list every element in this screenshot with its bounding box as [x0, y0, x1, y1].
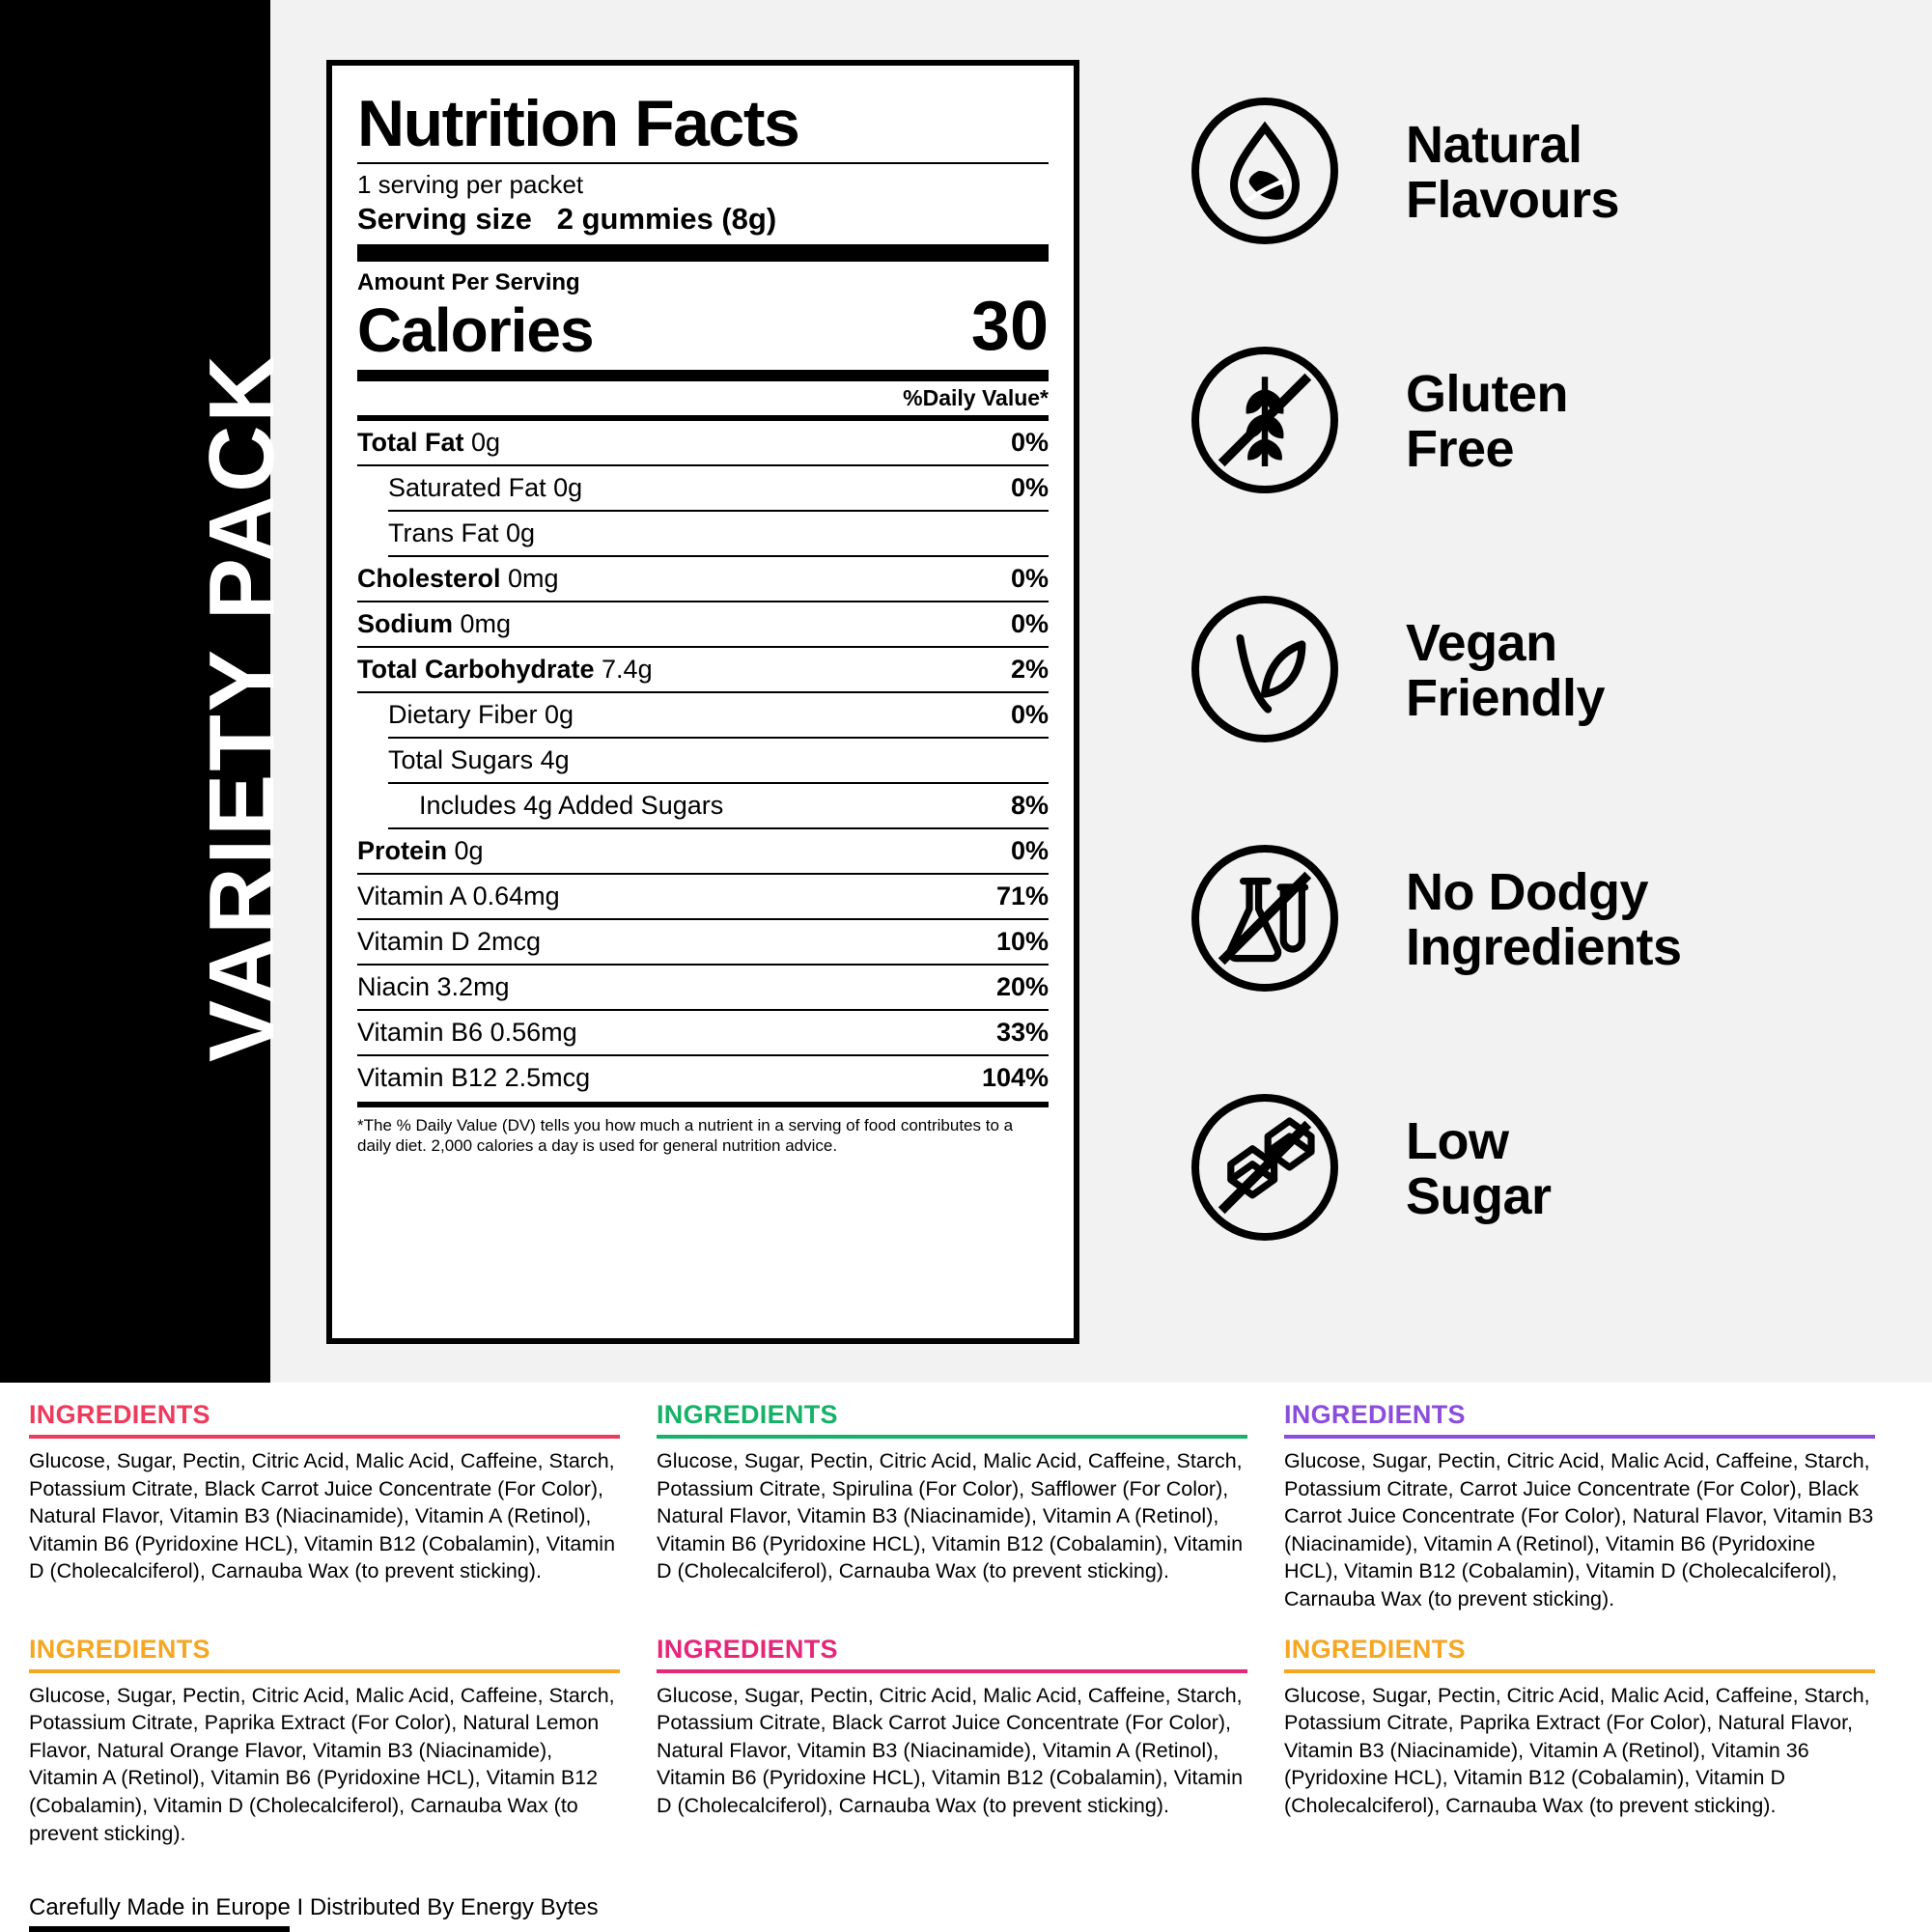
vitamin-row [357, 1056, 1049, 1100]
daily-value-header: %Daily Value* [903, 384, 1049, 410]
nutrition-facts-title: Nutrition Facts [357, 87, 799, 160]
nutrient-label: Protein 0g [357, 835, 484, 865]
vitamin-daily-value: 33% [995, 1017, 1049, 1047]
no-sugar-cubes-icon [1188, 1090, 1371, 1249]
ingredients-block [29, 1635, 657, 1869]
nutrient-row [357, 602, 1049, 646]
ingredients-underline [657, 1435, 1247, 1439]
ingredients-block [1284, 1635, 1912, 1869]
vitamin-label: Vitamin B6 0.56mg [357, 1017, 577, 1047]
ingredients-text: Glucose, Sugar, Pectin, Citric Acid, Malic Acid, Caffeine, Starch, Potassium Citrate, Carrot Juice Concentrate (For Color), Black Carrot Juice Concentrate (For Color), Natural Flavor, Vitamin B3 (Niacinamide), Vitamin A (Retinol), Vitamin B6 (Pyridoxine HCL), Vitamin B12 (Cobalamin), Vitamin D (Cholecalciferol), Carnauba Wax (to prevent sticking). [1284, 1449, 1874, 1610]
ingredients-block [657, 1400, 1284, 1635]
nutrient-row [357, 512, 1049, 555]
nutrient-row [357, 829, 1049, 873]
nutrient-row [357, 784, 1049, 827]
vitamin-label: Vitamin D 2mcg [357, 926, 542, 956]
no-wheat-icon [1188, 343, 1371, 502]
nutrient-row [357, 693, 1049, 737]
ingredients-underline [29, 1435, 620, 1439]
serving-size-row [357, 202, 1049, 237]
nutrient-label: Includes 4g Added Sugars [419, 790, 724, 820]
calories-label: Calories [357, 295, 594, 366]
vitamin-daily-value: 20% [995, 971, 1049, 1001]
ingredients-section [0, 1383, 1932, 1932]
badge-vegan-friendly [1188, 546, 1902, 796]
vitamin-row [357, 875, 1049, 918]
ingredients-heading: INGREDIENTS [1284, 1400, 1466, 1429]
calories-row [357, 288, 1049, 366]
nutrient-daily-value: 0% [1010, 472, 1049, 502]
bottom-rule-divider [29, 1926, 290, 1932]
nutrient-daily-value: 0% [1010, 835, 1049, 865]
feature-badges [1188, 48, 1902, 1294]
nutrient-row [357, 739, 1049, 782]
badge-gluten-free-label: Gluten Free [1406, 364, 1568, 478]
nutrient-label: Sodium 0mg [357, 608, 512, 638]
ingredients-heading: INGREDIENTS [657, 1634, 838, 1664]
ingredients-text: Glucose, Sugar, Pectin, Citric Acid, Malic Acid, Caffeine, Starch, Potassium Citrate, Black Carrot Juice Concentrate (For Color), Natural Flavor, Vitamin B3 (Niacinamide), Vitamin A (Retinol), Vitamin B6 (Pyridoxine HCL), Vitamin B12 (Cobalamin), Vitamin D (Cholecalciferol), Carnauba Wax (to prevent sticking). [29, 1449, 616, 1583]
nutrient-label: Total Fat 0g [357, 427, 501, 457]
nutrient-row [357, 421, 1049, 464]
nutrient-row [357, 648, 1049, 691]
vitamin-row [357, 1011, 1049, 1054]
ingredients-underline [29, 1669, 620, 1673]
droplet-leaf-icon [1188, 94, 1371, 253]
ingredients-block [29, 1400, 657, 1635]
serving-size-value: 2 gummies (8g) [556, 202, 777, 236]
badge-natural-flavours [1188, 48, 1902, 297]
vitamin-rows [357, 875, 1049, 1100]
badge-no-dodgy-ingredients-label: No Dodgy Ingredients [1406, 862, 1682, 976]
vitamin-label: Vitamin B12 2.5mcg [357, 1062, 591, 1092]
sprout-leaf-icon [1188, 592, 1371, 751]
ingredients-text: Glucose, Sugar, Pectin, Citric Acid, Malic Acid, Caffeine, Starch, Potassium Citrate, Paprika Extract (For Color), Natural Lemon Flavor, Natural Orange Flavor, Vitamin B3 (Niacinamide), Vitamin A (Retinol), Vitamin B6 (Pyridoxine HCL), Vitamin B12 (Cobalamin), Vitamin D (Cholecalciferol), Carnauba Wax (to prevent sticking). [29, 1683, 615, 1845]
nutrient-row [357, 557, 1049, 601]
nutrient-rows [357, 421, 1049, 875]
badge-vegan-friendly-label: Vegan Friendly [1406, 613, 1606, 727]
nutrient-label: Total Sugars 4g [388, 744, 570, 774]
serving-size-label: Serving size [357, 202, 532, 236]
badge-gluten-free [1188, 297, 1902, 546]
badge-low-sugar [1188, 1045, 1902, 1294]
badge-low-sugar-label: Low Sugar [1406, 1111, 1552, 1225]
daily-value-footnote: *The % Daily Value (DV) tells you how much a nutrient in a serving of food contributes to a daily diet. 2,000 calories a day is used for general nutrition advice. [357, 1115, 1014, 1156]
nutrient-daily-value: 2% [1010, 654, 1049, 684]
vitamin-daily-value: 71% [995, 881, 1049, 910]
ingredients-text: Glucose, Sugar, Pectin, Citric Acid, Malic Acid, Caffeine, Starch, Potassium Citrate, Spirulina (For Color), Safflower (For Color), Natural Flavor, Vitamin B3 (Niacinamide), Vitamin A (Retinol), Vitamin B6 (Pyridoxine HCL), Vitamin B12 (Cobalamin), Vitamin D (Cholecalciferol), Carnauba Wax (to prevent sticking). [657, 1449, 1244, 1583]
nutrient-row [357, 466, 1049, 510]
nutrient-label: Saturated Fat 0g [388, 472, 583, 502]
amount-per-serving-label: Amount Per Serving [357, 269, 580, 295]
vitamin-row [357, 966, 1049, 1009]
vitamin-label: Vitamin A 0.64mg [357, 881, 560, 910]
nutrient-daily-value: 0% [1010, 699, 1049, 729]
nutrient-daily-value: 8% [1010, 790, 1049, 820]
nutrient-label: Dietary Fiber 0g [388, 699, 574, 729]
vitamin-row [357, 920, 1049, 964]
ingredients-underline [657, 1669, 1247, 1673]
nutrient-daily-value: 0% [1010, 563, 1049, 593]
servings-per-container: 1 serving per packet [357, 170, 584, 199]
ingredients-heading: INGREDIENTS [1284, 1634, 1466, 1664]
ingredients-block [657, 1635, 1284, 1869]
ingredients-underline [1284, 1669, 1875, 1673]
ingredients-text: Glucose, Sugar, Pectin, Citric Acid, Malic Acid, Caffeine, Starch, Potassium Citrate, Paprika Extract (For Color), Natural Flavor, Vitamin B3 (Niacinamide), Vitamin A (Retinol), Vitamin 36 (Pyridoxine HCL), Vitamin B12 (Cobalamin), Vitamin D (Cholecalciferol), Carnauba Wax (to prevent sticking). [1284, 1683, 1870, 1817]
nutrient-daily-value: 0% [1010, 608, 1049, 638]
badge-natural-flavours-label: Natural Flavours [1406, 115, 1620, 229]
ingredients-heading: INGREDIENTS [29, 1634, 210, 1664]
nutrient-label: Cholesterol 0mg [357, 563, 559, 593]
variety-pack-label: VARIETY PACK [190, 352, 294, 1062]
ingredients-heading: INGREDIENTS [657, 1400, 838, 1429]
variety-pack-bar [0, 0, 294, 1383]
badge-no-dodgy-ingredients [1188, 796, 1902, 1045]
calories-value: 30 [970, 288, 1049, 365]
ingredients-text: Glucose, Sugar, Pectin, Citric Acid, Malic Acid, Caffeine, Starch, Potassium Citrate, Black Carrot Juice Concentrate (For Color), Natural Flavor, Vitamin B3 (Niacinamide), Vitamin A (Retinol), Vitamin B6 (Pyridoxine HCL), Vitamin B12 (Cobalamin), Vitamin D (Cholecalciferol), Carnauba Wax (to prevent sticking). [657, 1683, 1244, 1817]
vitamin-label: Niacin 3.2mg [357, 971, 510, 1001]
nutrient-label: Trans Fat 0g [388, 518, 536, 547]
nutrient-label: Total Carbohydrate 7.4g [357, 654, 653, 684]
nutrient-daily-value: 0% [1010, 427, 1049, 457]
ingredients-grid [29, 1400, 1912, 1868]
ingredients-underline [1284, 1435, 1875, 1439]
vitamin-daily-value: 10% [995, 926, 1049, 956]
made-in-footer: Carefully Made in Europe I Distributed By Energy Bytes [29, 1894, 599, 1920]
vitamin-daily-value: 104% [981, 1062, 1049, 1092]
ingredients-heading: INGREDIENTS [29, 1400, 210, 1429]
nutrition-facts-panel [326, 60, 1079, 1344]
ingredients-block [1284, 1400, 1912, 1635]
no-chemicals-icon [1188, 841, 1371, 1000]
